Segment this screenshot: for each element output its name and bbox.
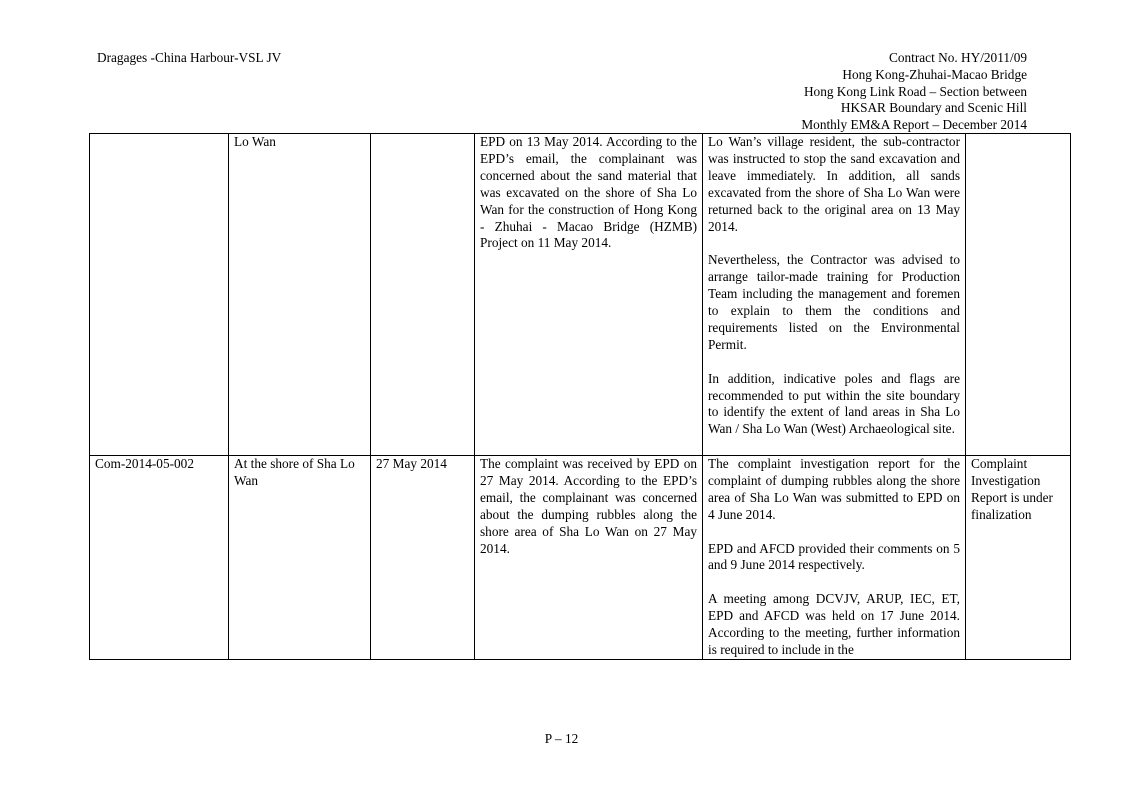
cell-actions: [703, 134, 966, 456]
action-paragraph: Lo Wan’s village resident, the sub-contractor was instructed to stop the sand excavation and leave immediately. In addition, all sands excavated from the shore of Sha Lo Wan were returned back to the original area on 13 May 2014.: [708, 134, 960, 234]
page-number: P – 12: [544, 731, 579, 746]
cell-actions: [703, 456, 966, 660]
cell-status: [966, 134, 1071, 456]
cell-status: Complaint Investigation Report is under finalization: [966, 456, 1071, 660]
action-paragraph: The complaint investigation report for the complaint of dumping rubbles along the shore area of Sha Lo Wan was submitted to EPD on 4 June 2014.: [708, 456, 960, 522]
cell-description: EPD on 13 May 2014. According to the EPD’s email, the complainant was concerned about the sand material that was excavated on the shore of Sha Lo Wan for the construction of Hong Kong - Zhuhai - Macao Bridge (HZMB) Project on 11 May 2014.: [475, 134, 703, 456]
cell-ref: Com-2014-05-002: [90, 456, 229, 660]
table-row: [90, 456, 1071, 660]
cell-date: 27 May 2014: [371, 456, 475, 660]
complaint-log-table: [89, 133, 1071, 660]
action-paragraph: Nevertheless, the Contractor was advised to arrange tailor-made training for Production Team including the management and foremen to explain to them the conditions and requirements listed on the Environmental Permit.: [708, 252, 960, 352]
report-title: Monthly EM&A Report – December 2014: [801, 117, 1027, 133]
contract-number: Contract No. HY/2011/09: [888, 50, 1027, 65]
section-line-1: Hong Kong Link Road – Section between: [803, 83, 1027, 99]
cell-ref: [90, 134, 229, 456]
action-paragraph: EPD and AFCD provided their comments on 5 and 9 June 2014 respectively.: [708, 540, 960, 573]
company-name: Dragages -China Harbour-VSL JV: [97, 50, 282, 65]
cell-description: The complaint was received by EPD on 27 May 2014. According to the EPD’s email, the complainant was concerned about the dumping rubbles along the shore area of Sha Lo Wan on 27 May 2014.: [475, 456, 703, 660]
table-row: [90, 134, 1071, 456]
cell-location: Lo Wan: [229, 134, 371, 456]
cell-date: [371, 134, 475, 456]
section-line-2: HKSAR Boundary and Scenic Hill: [840, 100, 1027, 116]
report-header: [801, 50, 1027, 134]
project-name: Hong Kong-Zhuhai-Macao Bridge: [842, 66, 1027, 82]
action-paragraph: In addition, indicative poles and flags are recommended to put within the site boundary to identify the extent of land areas in Sha Lo Wan / Sha Lo Wan (West) Archaeological site.: [708, 370, 960, 437]
action-paragraph: A meeting among DCVJV, ARUP, IEC, ET, EPD and AFCD was held on 17 June 2014. According to the meeting, further information is required to include in the: [708, 591, 960, 657]
cell-location: At the shore of Sha Lo Wan: [229, 456, 371, 660]
